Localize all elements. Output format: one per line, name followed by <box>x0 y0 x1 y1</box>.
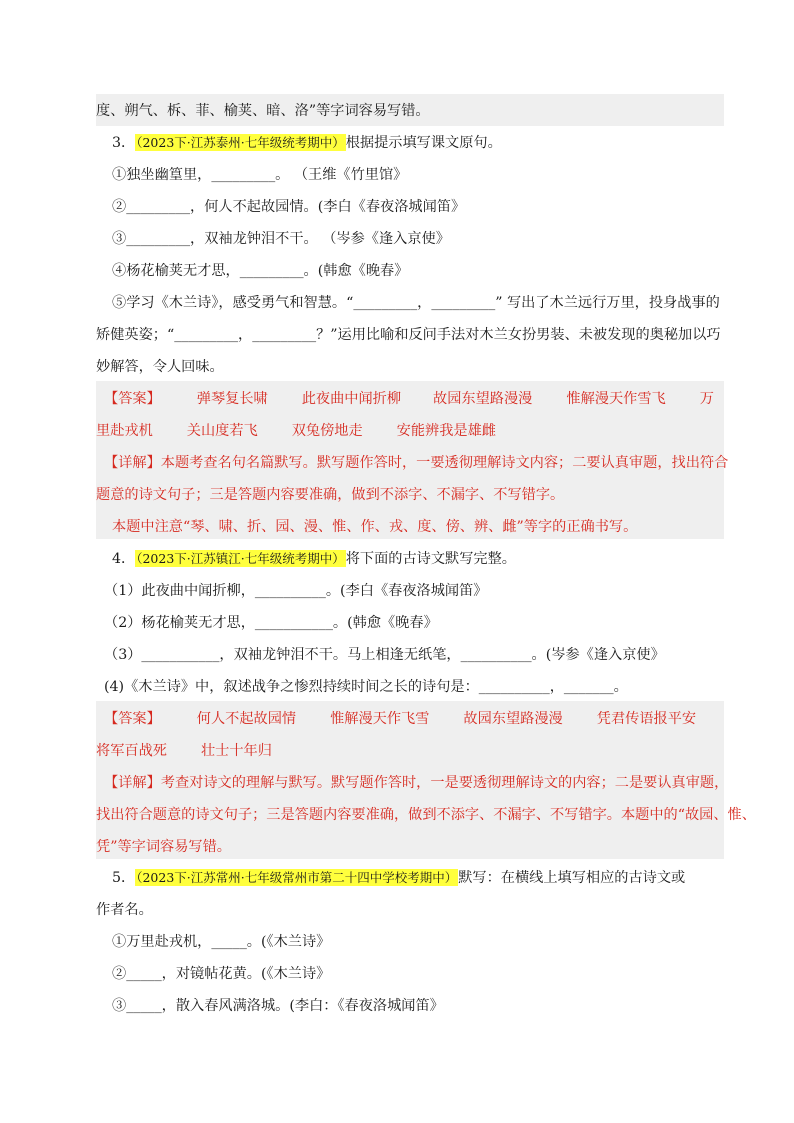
detail-label: 【详解】 <box>104 455 161 471</box>
question-number: 5． <box>112 870 136 886</box>
answer-item: 凭君传语报平安 <box>596 711 697 727</box>
source-highlight: （2023下·江苏镇江·七年级统考期中） <box>136 551 345 566</box>
answer-item: 关山度若飞 <box>186 423 258 439</box>
q5-item-3: ③_____，散入春风满洛城。(李白：《春夜洛城闻笛》 <box>112 998 444 1014</box>
question-5-prompt-cont: 作者名。 <box>96 902 153 918</box>
answer-item: 安能辨我是雄雌 <box>396 423 496 439</box>
source-highlight: （2023下·江苏泰州·七年级统考期中） <box>136 135 345 150</box>
question-3-header <box>112 133 502 153</box>
answer-item: 此夜曲中闻折柳 <box>301 391 402 407</box>
detail-label: 【详解】 <box>104 775 161 791</box>
q4-answer-line-2 <box>96 741 272 761</box>
answer-item: 故园东望路漫漫 <box>463 711 563 727</box>
q3-item-5: ⑤学习《木兰诗》，感受勇气和智慧。“_________，_________” 写出了木兰远行万里，投身战事的 <box>112 295 720 311</box>
q4-item-1: （1）此夜曲中闻折柳，__________。(李白《春夜洛城闻笛》 <box>104 583 488 599</box>
answer-item: 何人不起故园情 <box>196 711 297 727</box>
answer-item: 里赴戎机 <box>96 423 153 439</box>
q3-item-3: ③_________，双袖龙钟泪不干。 （岑参《逢入京使》 <box>112 231 450 247</box>
answer-item: 惟解漫天作雪飞 <box>566 391 666 407</box>
q4-item-3: （3）___________，双袖龙钟泪不干。马上相逢无纸笔，__________。(岑参《逢入京使》 <box>104 647 665 663</box>
question-number: 3． <box>112 135 136 151</box>
q3-detail-line-1 <box>104 453 728 473</box>
q5-item-1: ①万里赴戎机，_____。(《木兰诗》 <box>112 934 331 950</box>
answer-item: 故园东望路漫漫 <box>433 391 533 407</box>
question-5-header <box>112 868 685 888</box>
q3-detail-line-2: 题意的诗文句子；三是答题内容要准确，做到不添字、不漏字、不写错字。 <box>96 487 565 503</box>
q5-item-2: ②_____，对镜帖花黄。(《木兰诗》 <box>112 966 331 982</box>
question-prompt: 根据提示填写课文原句。 <box>345 135 502 151</box>
q3-answer-line-1 <box>104 389 714 409</box>
q3-item-2: ②_________，何人不起故园情。(李白《春夜洛城闻笛》 <box>112 199 466 215</box>
question-4-header <box>112 549 516 569</box>
q4-detail-line-1 <box>104 773 728 793</box>
q2-detail-tail: 度、朔气、柝、菲、榆荚、暗、洛”等字词容易写错。 <box>96 103 430 119</box>
detail-text: 本题考查名句名篇默写。默写题作答时，一要透彻理解诗文内容；二要认真审题，找出符合 <box>160 455 729 471</box>
q4-item-2: （2）杨花榆荚无才思，___________。(韩愈《晚春》 <box>104 615 438 631</box>
q4-item-4: (4)《木兰诗》中，叙述战争之惨烈持续时间之长的诗句是：__________，_______。 <box>104 679 628 695</box>
question-prompt: 默写：在横线上填写相应的古诗文或 <box>458 870 686 886</box>
q3-item-1: ①独坐幽篁里，_________。 （王维《竹里馆》 <box>112 167 408 183</box>
answer-item: 双兔傍地走 <box>291 423 363 439</box>
detail-text: 考查对诗文的理解与默写。默写题作答时，一是要透彻理解诗文的内容；二是要认真审题， <box>160 775 729 791</box>
answer-item: 弹琴复长啸 <box>196 391 268 407</box>
answer-item: 将军百战死 <box>96 743 167 759</box>
answer-item: 万 <box>699 391 714 407</box>
q3-answer-line-2 <box>96 421 496 441</box>
source-highlight: （2023下·江苏常州·七年级常州市第二十四中学校考期中） <box>136 870 458 885</box>
q3-item-5-end: 妙解答，令人回味。 <box>96 359 224 375</box>
q3-item-4: ④杨花榆荚无才思，_________。(韩愈《晚春》 <box>112 263 409 279</box>
answer-label: 【答案】 <box>104 711 161 727</box>
q4-detail-line-2: 找出符合题意的诗文句子；三是答题内容要准确，做到不添字、不漏字、不写错字。本题中的“故园、惟、 <box>96 807 756 823</box>
q4-detail-line-3: 凭”等字词容易写错。 <box>96 839 231 855</box>
q3-detail-line-3: 本题中注意“琴、啸、折、园、漫、惟、作、戎、度、傍、辨、雌”等字的正确书写。 <box>112 519 638 535</box>
answer-item: 壮士十年归 <box>200 743 272 759</box>
question-prompt: 将下面的古诗文默写完整。 <box>345 551 516 567</box>
q4-answer-line-1 <box>104 709 696 729</box>
q3-item-5-cont: 矫健英姿；“_________，_________？”运用比喻和反问手法对木兰女扮男装、未被发现的奥秘加以巧 <box>96 327 721 343</box>
question-number: 4． <box>112 551 136 567</box>
answer-item: 惟解漫天作飞雪 <box>330 711 430 727</box>
answer-label: 【答案】 <box>104 391 161 407</box>
